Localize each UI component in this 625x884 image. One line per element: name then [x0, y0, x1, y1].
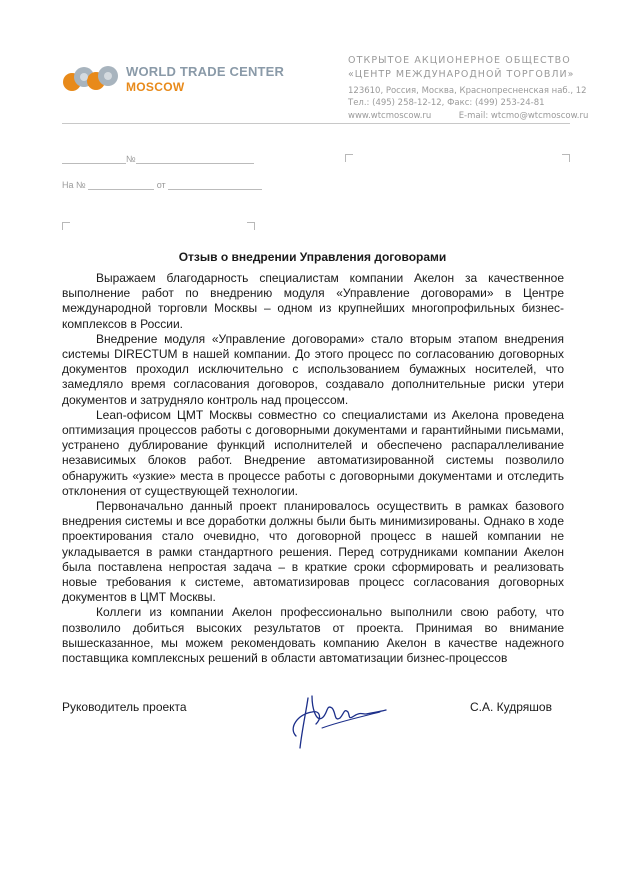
brand-name: WORLD TRADE CENTER [126, 64, 285, 79]
org-phones [348, 98, 545, 108]
corner-mark [345, 154, 353, 162]
number-sign: № [126, 154, 136, 164]
org-fax: Факс: (499) 253-24-81 [447, 98, 545, 108]
org-name: «ЦЕНТР МЕЖДУНАРОДНОЙ ТОРГОВЛИ» [348, 69, 575, 80]
from-label: от [156, 180, 166, 190]
corner-mark [247, 222, 255, 230]
org-contacts [348, 111, 588, 121]
reference-line [62, 180, 262, 190]
org-phone: Тел.: (495) 258-12-12, [348, 98, 445, 108]
wtc-logo [62, 60, 122, 96]
ref-label: На № [62, 180, 86, 190]
handwritten-signature [282, 678, 392, 756]
document-body [62, 271, 564, 666]
org-email: E-mail: wtcmo@wtcmoscow.ru [458, 111, 589, 121]
corner-mark [562, 154, 570, 162]
org-type: ОТКРЫТОЕ АКЦИОНЕРНОЕ ОБЩЕСТВО [348, 55, 571, 66]
signer-name: С.А. Кудряшов [470, 700, 552, 714]
org-address: 123610, Россия, Москва, Краснопресненская наб., 12 [348, 86, 587, 96]
paragraph: Внедрение модуля «Управление договорами» стало вторым этапом внедрения системы DIRECTUM в нашей компании. До этого процесс по согласованию договорных документов проходил исключительно с использованием бумажных носителей, что замедляло время согласования договоров, создавало дополнительные риски утери документов и затрудняло контроль над процессом. [62, 331, 564, 407]
paragraph: Первоначально данный проект планировалось осуществить в рамках базового внедрения системы и все доработки должны были быть минимизированы. Однако в ходе проектирования стало очевидно, что договорной процесс в нашей компании не укладывается в рамки стандартного решения. Перед сотрудниками компании Акелон была поставлена непростая задача – в краткие сроки сформировать и реализовать новые требования к системе, автоматизировав процесс согласования договорных документов в ЦМТ Москвы. [62, 499, 564, 605]
corner-mark [62, 222, 70, 230]
paragraph: Выражаем благодарность специалистам компании Акелон за качественное выполнение работ по внедрению модуля «Управление договорами» в Центре международной торговли Москвы – одном из крупнейших многопрофильных бизнес-комплексов в России. [62, 271, 564, 331]
paragraph: Коллеги из компании Акелон профессионально выполнили свою работу, что позволило добиться высоких результатов от проекта. Принимая во внимание вышесказанное, мы можем рекомендовать компанию Акелон в качестве надежного поставщика комплексных решений в области автоматизации бизнес-процессов [62, 605, 564, 666]
outgoing-number-line [62, 154, 254, 164]
document-title: Отзыв о внедрении Управления договорами [178, 250, 447, 264]
signer-position: Руководитель проекта [62, 700, 187, 714]
brand-city: MOSCOW [126, 80, 185, 94]
paragraph: Lean-офисом ЦМТ Москвы совместно со специалистами из Акелона проведена оптимизация процессов работы с договорными документами и гарантийными письмами, устранено дублирование функций исполнителей и обеспечено распараллеливание независимых блоков работ. Внедрение автоматизированной системы позволило обнаружить «узкие» места в процессе работы с договорными документами и отследить отклонения от существующей технологии. [62, 407, 564, 498]
org-website: www.wtcmoscow.ru [348, 111, 432, 121]
header-divider [62, 123, 570, 124]
